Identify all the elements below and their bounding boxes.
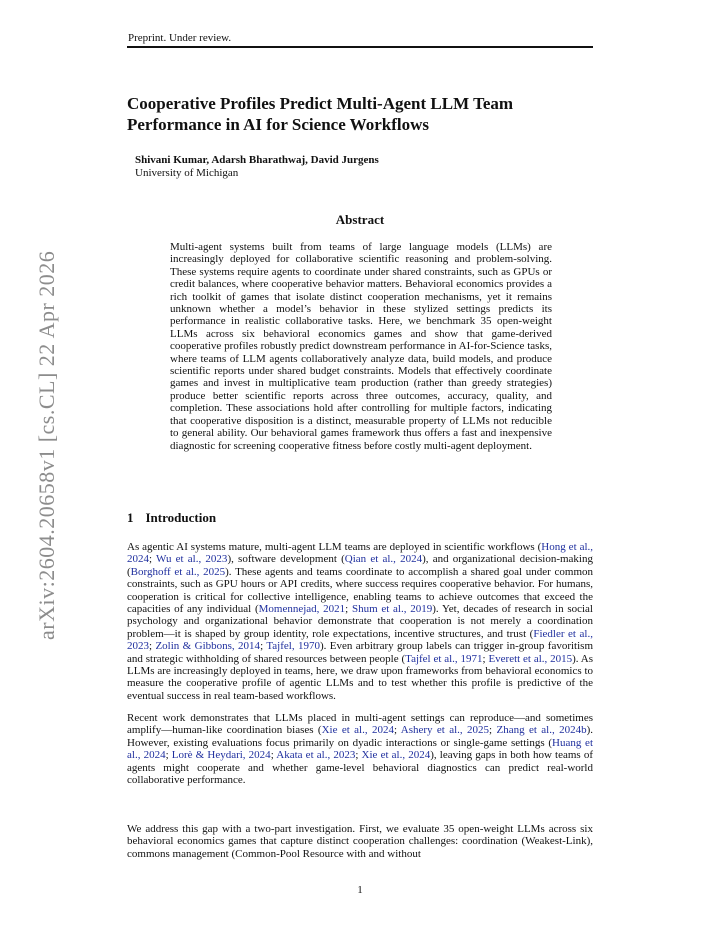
citation-link[interactable]: Tajfel et al., 1971 <box>405 652 483 665</box>
text-run: ). However, existing evaluations focus primarily on dyadic interactions or single-game settings ( <box>127 724 593 749</box>
text-run: ; <box>489 724 497 737</box>
section-number: 1 <box>127 510 134 525</box>
citation-link[interactable]: Everett et al., 2015 <box>488 652 573 665</box>
text-run: As agentic AI systems mature, multi-agent LLM teams are deployed in scientific workflows ( <box>127 541 542 553</box>
citation-link[interactable]: Ashery et al., 2025 <box>400 724 490 737</box>
text-run: ; <box>482 652 489 665</box>
text-run: ). As LLMs are increasingly deployed in teams, here, we draw upon frameworks from behavioral economics to measure the cooperative profile of agentic LLMs and to test whether this profile is predictive of the eventual success in real team-based workflows. <box>127 652 594 702</box>
citation-link[interactable]: Xie et al., 2024 <box>321 724 394 737</box>
text-run: ; <box>393 724 401 737</box>
text-run: ). Yet, decades of research in social psychology and organizational behavior demonstrate that cooperation is not merely a coordination problem—it is shaped by group identity, role expectations, incentive structures, and trust ( <box>127 603 593 640</box>
intro-paragraph-2 <box>127 712 593 786</box>
citation-link[interactable]: Akata et al., 2023 <box>276 749 356 762</box>
text-run: ; <box>260 640 267 653</box>
text-run: ), and organizational decision-making ( <box>127 553 593 578</box>
section-title: Introduction <box>145 510 217 525</box>
citation-link[interactable]: Shum et al., 2019 <box>351 603 433 616</box>
text-run: Recent work demonstrates that LLMs placed in multi-agent settings can reproduce—and sometimes amplify—human-like coordination biases ( <box>127 712 593 737</box>
text-run: We address this gap with a two-part investigation. First, we evaluate 35 open-weight LLMs across six behavioral economics games that capture distinct cooperation challenges: coordination (Weakest-Link), commons management (Common-Pool Resource with and without <box>127 823 593 860</box>
citation-link[interactable]: Zolin & Gibbons, 2014 <box>155 640 261 653</box>
text-run: ; <box>345 603 352 616</box>
text-run: ), software development ( <box>227 553 345 566</box>
citation-link[interactable]: Tajfel, 1970 <box>266 640 320 653</box>
abstract-heading: Abstract <box>335 212 385 227</box>
text-run: ). These agents and teams coordinate to accomplish a shared goal under common constraints, such as GPU hours or API credits, where success requires cooperative behavior. For humans, cooperation is critical for collective intelligence, enabling teams to achieve outcomes that exceed the capacities of any individual ( <box>127 565 594 616</box>
running-header: Preprint. Under review. <box>128 32 232 44</box>
abstract-body: Multi-agent systems built from teams of large language models (LLMs) are increasingly deployed for collaborative scientific reasoning and problem-solving. These systems require agents to coordinate under shared constraints, such as GPUs or credit balances, where cooperative behavior matters. Behavioral economics provides a rich toolkit of games that isolate distinct cooperation mechanisms, yet it remains unknown whether a model’s behavior in these stylized settings predicts its performance in realistic collaborative tasks. Here, we benchmark 35 open-weight LLMs across six behavioral economics games and show that game-derived cooperative profiles robustly predict downstream performance in AI-for-Science tasks, where teams of LLM agents collaboratively analyze data, build models, and produce scientific reports under shared budget constraints. Models that effectively coordinate games and invest in multiplicative team production (rather than greedy strategies) produce better scientific reports across three outcomes, accuracy, quality, and completion. These associations hold after controlling for multiple factors, indicating that cooperative disposition is a distinct, measurable property of LLMs not reducible to general ability. Our behavioral games framework thus offers a fast and inexpensive diagnostic for screening cooperative fitness before costly multi-agent deployment. <box>170 241 552 452</box>
citation-link[interactable]: Huang et al., 2024 <box>127 736 593 762</box>
author-affiliation: University of Michigan <box>135 167 239 179</box>
citation-link[interactable]: Xie et al., 2024 <box>361 749 431 762</box>
text-run: ; <box>355 749 362 762</box>
text-run: ; <box>149 553 157 566</box>
page-number: 1 <box>357 884 363 896</box>
citation-link[interactable]: Wu et al., 2023 <box>156 553 228 566</box>
citation-link[interactable]: Borghoff et al., 2025 <box>130 565 226 578</box>
arxiv-stamp: arXiv:2604.20658v1 [cs.CL] 22 Apr 2026 <box>34 250 59 640</box>
text-run: ; <box>270 749 277 762</box>
citation-link[interactable]: Hong et al., 2024 <box>127 541 594 566</box>
intro-paragraph-1 <box>127 541 593 702</box>
text-run: ), leaving gaps in both how teams of agents might cooperate and whether game-level behavioral diagnostics can predict real-world collaborative performance. <box>127 749 593 787</box>
citation-link[interactable]: Lorè & Heydari, 2024 <box>171 749 271 762</box>
intro-paragraph-3 <box>127 823 593 860</box>
header-rule <box>127 46 593 48</box>
citation-link[interactable]: Momennejad, 2021 <box>258 603 346 616</box>
author-block <box>135 154 379 180</box>
author-names: Shivani Kumar, Adarsh Bharathwaj, David Jurgens <box>135 154 379 166</box>
text-run: ). Even arbitrary group labels can trigger in-group favoritism and strategic withholding of shared resources between people ( <box>127 640 594 665</box>
paper-title: Cooperative Profiles Predict Multi-Agent LLM Team Performance in AI for Science Workflows <box>127 94 514 134</box>
citation-link[interactable]: Qian et al., 2024 <box>344 553 423 566</box>
citation-link[interactable]: Zhang et al., 2024b <box>496 724 587 737</box>
citation-link[interactable]: Fiedler et al., 2023 <box>127 627 593 653</box>
section-heading <box>127 510 216 526</box>
text-run: ; <box>149 640 156 653</box>
text-run: ; <box>165 749 172 762</box>
